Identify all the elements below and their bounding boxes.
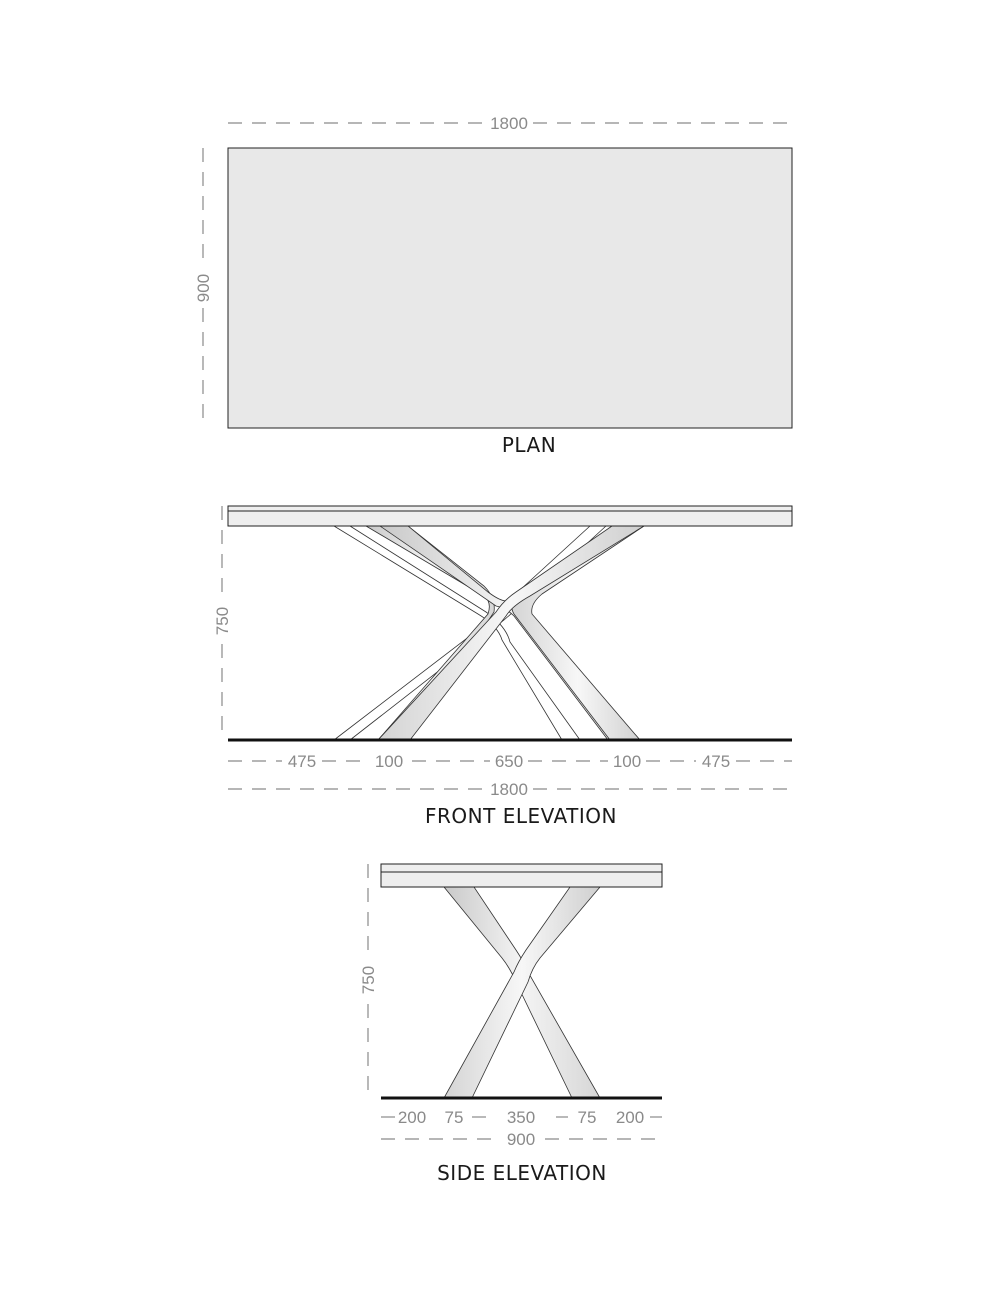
plan-table-top <box>228 148 792 428</box>
front-dim-segment-2: 100 <box>374 752 404 771</box>
side-dim-segment-5: 200 <box>615 1108 645 1127</box>
plan-width-dimension: 1800 <box>490 114 528 133</box>
side-total-dimension: 900 <box>506 1130 536 1149</box>
side-dim-segment-2: 75 <box>444 1108 464 1127</box>
front-dim-segment-4: 100 <box>612 752 642 771</box>
front-elevation-title: FRONT ELEVATION <box>425 804 617 828</box>
front-dim-segment-1: 475 <box>287 752 317 771</box>
front-height-dimension: 750 <box>213 606 232 636</box>
front-elevation-view <box>213 506 792 828</box>
plan-depth-dimension: 900 <box>194 273 213 303</box>
front-table-top <box>228 506 792 526</box>
side-elevation-title: SIDE ELEVATION <box>437 1161 607 1185</box>
front-dim-segment-5: 475 <box>701 752 731 771</box>
side-dim-segment-3: 350 <box>506 1108 536 1127</box>
side-elevation-view <box>359 864 662 1185</box>
front-segment-dimensions <box>228 752 792 771</box>
plan-view <box>194 114 792 457</box>
side-dim-segment-4: 75 <box>577 1108 597 1127</box>
side-table-top <box>381 864 662 887</box>
side-height-dimension: 750 <box>359 965 378 995</box>
side-dim-segment-1: 200 <box>397 1108 427 1127</box>
front-dim-segment-3: 650 <box>494 752 524 771</box>
front-total-dimension: 1800 <box>490 780 528 799</box>
side-segment-dimensions <box>381 1108 662 1127</box>
front-rear-leg-right <box>334 526 590 740</box>
plan-title: PLAN <box>501 433 557 457</box>
